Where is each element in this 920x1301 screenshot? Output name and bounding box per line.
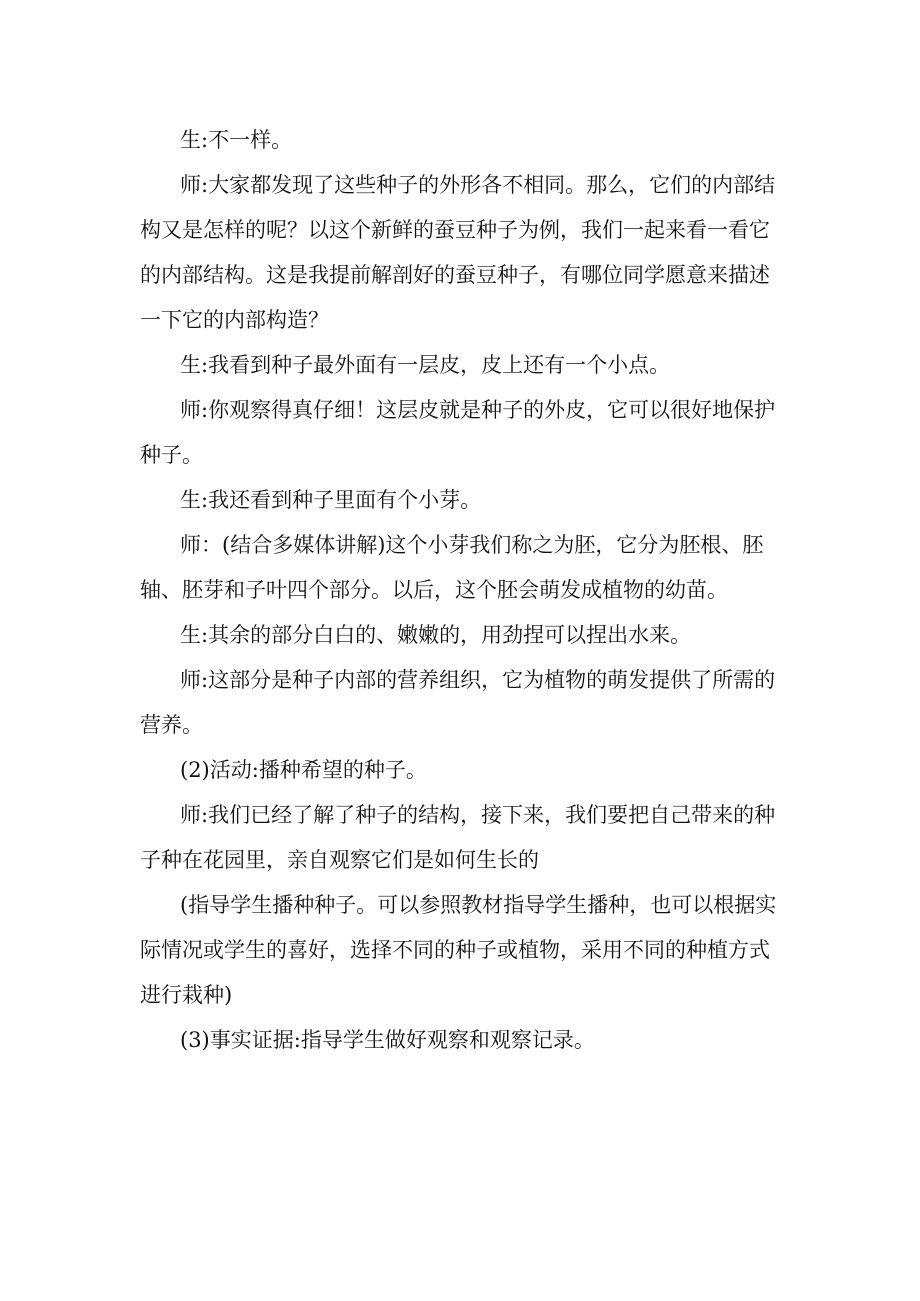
document-body (140, 118, 780, 1063)
paragraph-teacher-planting: 师:我们已经了解了种子的结构，接下来，我们要把自己带来的种子种在花园里，亲自观察它们是如何生长的 (140, 803, 776, 872)
paragraph-teacher-question: 师:大家都发现了这些种子的外形各不相同。那么，它们的内部结构又是怎样的呢？以这个新鲜的蚕豆种子为例，我们一起来看一看它的内部结构。这是我提前解剖好的蚕豆种子，有哪位同学愿意来描述一下它的内部构造？ (140, 173, 776, 332)
paragraph-teacher-seed-coat: 师:你观察得真仔细！这层皮就是种子的外皮，它可以很好地保护种子。 (140, 398, 776, 467)
paragraph-student-reply-1: 生:不一样。 (180, 128, 293, 152)
paragraph-planting-guidance: (指导学生播种种子。可以参照教材指导学生播种，也可以根据实际情况或学生的喜好，选择不同的种子或植物，采用不同的种植方式进行栽种) (140, 893, 777, 1007)
paragraph-teacher-embryo: 师：(结合多媒体讲解)这个小芽我们称之为胚，它分为胚根、胚轴、胚芽和子叶四个部分。以后，这个胚会萌发成植物的幼苗。 (140, 533, 764, 602)
paragraph-student-remaining-part: 生:其余的部分白白的、嫩嫩的，用劲捏可以捏出水来。 (180, 623, 692, 647)
paragraph-student-seed-coat: 生:我看到种子最外面有一层皮，皮上还有一个小点。 (180, 353, 671, 377)
paragraph-teacher-nutrition: 师:这部分是种子内部的营养组织，它为植物的萌发提供了所需的营养。 (140, 668, 776, 737)
paragraph-activity-heading: (2)活动:播种希望的种子。 (180, 758, 427, 782)
paragraph-evidence-heading: (3)事实证据:指导学生做好观察和观察记录。 (180, 1028, 595, 1052)
paragraph-student-sprout: 生:我还看到种子里面有个小芽。 (180, 488, 482, 512)
